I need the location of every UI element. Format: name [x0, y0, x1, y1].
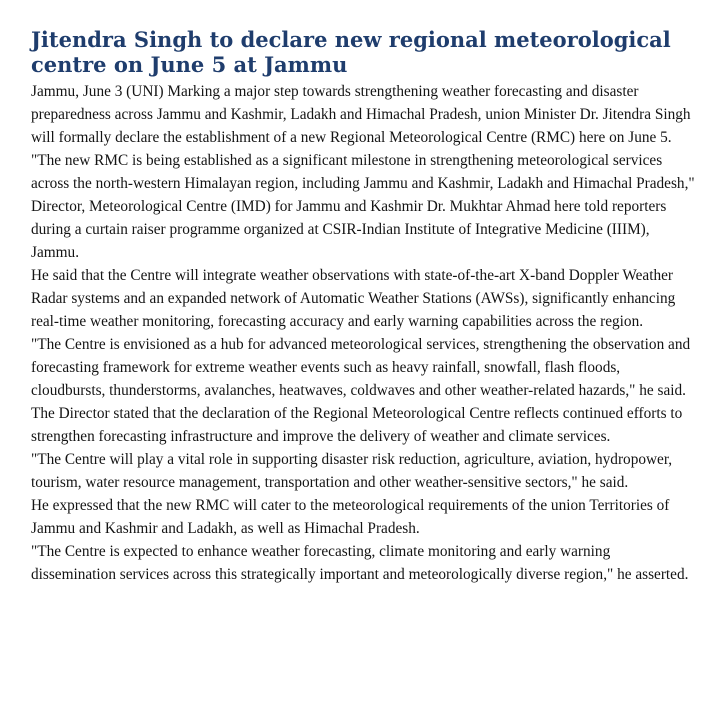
- news-article: [31, 27, 695, 586]
- article-paragraph: "The Centre is envisioned as a hub for advanced meteorological services, strengthening the observation and forecasting framework for extreme weather events such as heavy rainfall, snowfall, flash floods, cloudbursts, thunderstorms, avalanches, heatwaves, coldwaves and other weather-related hazards," he said.: [31, 336, 691, 399]
- article-paragraph: He said that the Centre will integrate weather observations with state-of-the-art X-band Doppler Weather Radar systems and an expanded network of Automatic Weather Stations (AWSs), significantly enhancing real-time weather monitoring, forecasting accuracy and early warning capabilities across the region.: [31, 267, 676, 330]
- article-paragraph: "The new RMC is being established as a significant milestone in strengthening meteorological services across the north-western Himalayan region, including Jammu and Kashmir, Ladakh and Himachal Pradesh," Director, Meteorological Centre (IMD) for Jammu and Kashmir Dr. Mukhtar Ahmad here told reporters during a curtain raiser programme organized at CSIR-Indian Institute of Integrative Medicine (IIIM), Jammu.: [31, 152, 695, 261]
- article-body: [31, 80, 695, 586]
- article-paragraph: "The Centre is expected to enhance weather forecasting, climate monitoring and early warning dissemination services across this strategically important and meteorologically diverse region," he asserted.: [31, 543, 689, 583]
- article-paragraph: He expressed that the new RMC will cater to the meteorological requirements of the union Territories of Jammu and Kashmir and Ladakh, as well as Himachal Pradesh.: [31, 497, 670, 537]
- article-headline: Jitendra Singh to declare new regional meteorological centre on June 5 at Jammu: [31, 27, 671, 77]
- article-paragraph: Jammu, June 3 (UNI) Marking a major step towards strengthening weather forecasting and disaster preparedness across Jammu and Kashmir, Ladakh and Himachal Pradesh, union Minister Dr. Jitendra Singh will formally declare the establishment of a new Regional Meteorological Centre (RMC) here on June 5.: [31, 83, 691, 146]
- article-paragraph: The Director stated that the declaration of the Regional Meteorological Centre reflects continued efforts to strengthen forecasting infrastructure and improve the delivery of weather and climate services.: [31, 405, 683, 445]
- article-paragraph: "The Centre will play a vital role in supporting disaster risk reduction, agriculture, aviation, hydropower, tourism, water resource management, transportation and other weather-sensitive sectors," he said.: [31, 451, 673, 491]
